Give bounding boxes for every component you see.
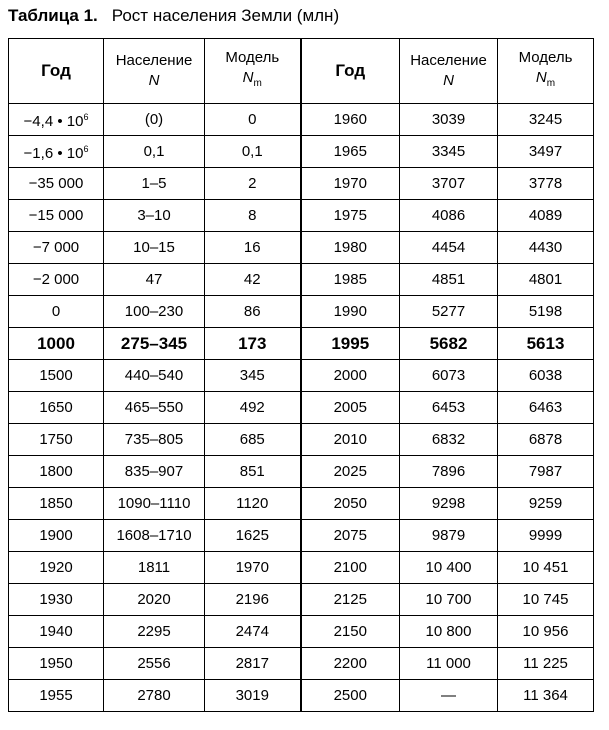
- cell-year-right: 1965: [301, 136, 400, 168]
- year-value: −7 000: [32, 238, 80, 256]
- cell-population-right: 11 000: [400, 648, 498, 680]
- cell-population-left: 2295: [104, 616, 205, 648]
- cell-year-left: [9, 168, 104, 200]
- cell-model-left: 173: [205, 328, 301, 360]
- cell-population-left: 0,1: [104, 136, 205, 168]
- cell-year-left: [9, 424, 104, 456]
- table-row: [9, 328, 594, 360]
- cell-year-left: [9, 520, 104, 552]
- year-value: 1930: [39, 590, 73, 608]
- cell-model-left: 42: [205, 264, 301, 296]
- cell-model-right: 4089: [498, 200, 594, 232]
- cell-population-left: 1608–1710: [104, 520, 205, 552]
- header-population-left: [104, 39, 205, 104]
- cell-year-left: [9, 552, 104, 584]
- cell-model-left: 86: [205, 296, 301, 328]
- table-row: [9, 232, 594, 264]
- cell-model-right: 9259: [498, 488, 594, 520]
- cell-year-right: 2150: [301, 616, 400, 648]
- cell-model-left: 1970: [205, 552, 301, 584]
- table-row: [9, 360, 594, 392]
- header-model-symbol: $N_m$: [535, 69, 556, 89]
- cell-population-right: 4454: [400, 232, 498, 264]
- cell-model-left: 3019: [205, 680, 301, 712]
- year-exponent: 6: [83, 112, 89, 122]
- cell-population-left: 735–805: [104, 424, 205, 456]
- cell-population-right: 4851: [400, 264, 498, 296]
- cell-model-right: 4801: [498, 264, 594, 296]
- cell-year-right: 1970: [301, 168, 400, 200]
- cell-year-left: [9, 200, 104, 232]
- year-value: 1000: [37, 333, 75, 353]
- cell-year-right: 2125: [301, 584, 400, 616]
- table-row: [9, 296, 594, 328]
- cell-population-right: 6453: [400, 392, 498, 424]
- year-value: 1900: [39, 526, 73, 544]
- table-row: [9, 552, 594, 584]
- cell-population-left: 1090–1110: [104, 488, 205, 520]
- year-value: −1,6 • 10: [23, 145, 84, 162]
- cell-population-right: 5277: [400, 296, 498, 328]
- cell-population-left: 465–550: [104, 392, 205, 424]
- cell-year-right: 1975: [301, 200, 400, 232]
- cell-model-right: 10 956: [498, 616, 594, 648]
- table-caption: [8, 6, 339, 26]
- cell-population-right: 3345: [400, 136, 498, 168]
- cell-population-right: 9879: [400, 520, 498, 552]
- table-row: [9, 680, 594, 712]
- cell-population-left: (0): [104, 104, 205, 136]
- cell-model-left: 851: [205, 456, 301, 488]
- cell-year-right: 1980: [301, 232, 400, 264]
- table-row: [9, 584, 594, 616]
- table-body: [9, 104, 594, 712]
- cell-population-right: 7896: [400, 456, 498, 488]
- cell-population-left: 1–5: [104, 168, 205, 200]
- cell-year-left: [9, 360, 104, 392]
- cell-year-right: 2010: [301, 424, 400, 456]
- cell-population-right: 9298: [400, 488, 498, 520]
- cell-year-right: 2000: [301, 360, 400, 392]
- cell-population-right: 3039: [400, 104, 498, 136]
- table-row: [9, 264, 594, 296]
- cell-population-left: 440–540: [104, 360, 205, 392]
- header-population-label: Население: [115, 52, 193, 69]
- cell-model-right: 4430: [498, 232, 594, 264]
- cell-model-right: 11 364: [498, 680, 594, 712]
- cell-year-left: [9, 104, 104, 136]
- cell-year-right: 2025: [301, 456, 400, 488]
- year-value: 1800: [39, 462, 73, 480]
- cell-year-right: 1990: [301, 296, 400, 328]
- cell-year-left: [9, 648, 104, 680]
- cell-population-left: 100–230: [104, 296, 205, 328]
- year-value: −35 000: [28, 174, 84, 192]
- header-model-symbol: $N_m$: [242, 69, 262, 89]
- cell-model-right: 3245: [498, 104, 594, 136]
- cell-model-left: 345: [205, 360, 301, 392]
- cell-model-left: 16: [205, 232, 301, 264]
- cell-year-left: [9, 680, 104, 712]
- year-value: 1940: [39, 622, 73, 640]
- cell-model-right: 10 451: [498, 552, 594, 584]
- cell-year-left: [9, 264, 104, 296]
- cell-population-right: —: [400, 680, 498, 712]
- year-value: 1950: [39, 654, 73, 672]
- header-year-left: Год: [9, 39, 104, 104]
- caption-lead: Таблица 1.: [8, 6, 98, 25]
- table-row: [9, 168, 594, 200]
- table-row: [9, 200, 594, 232]
- header-model-right: [498, 39, 594, 104]
- year-value: −4,4 • 10: [23, 113, 84, 130]
- year-value: −2 000: [32, 270, 80, 288]
- cell-population-left: 3–10: [104, 200, 205, 232]
- cell-year-left: [9, 392, 104, 424]
- cell-year-left: [9, 584, 104, 616]
- cell-model-left: 1625: [205, 520, 301, 552]
- cell-model-right: 5198: [498, 296, 594, 328]
- cell-model-left: 2196: [205, 584, 301, 616]
- table-row: [9, 488, 594, 520]
- year-value: 1955: [39, 686, 73, 704]
- cell-year-right: 1960: [301, 104, 400, 136]
- cell-model-left: 2817: [205, 648, 301, 680]
- header-population-symbol: N: [148, 72, 160, 89]
- cell-population-right: 5682: [400, 328, 498, 360]
- cell-model-left: 2: [205, 168, 301, 200]
- cell-year-right: 2050: [301, 488, 400, 520]
- cell-model-right: 9999: [498, 520, 594, 552]
- header-population-symbol: N: [443, 72, 454, 89]
- year-value: 1850: [39, 494, 73, 512]
- cell-year-right: 2100: [301, 552, 400, 584]
- cell-model-right: 3497: [498, 136, 594, 168]
- cell-model-left: 2474: [205, 616, 301, 648]
- cell-year-left: [9, 136, 104, 168]
- table-row: [9, 104, 594, 136]
- caption-title: Рост населения Земли (млн): [111, 6, 340, 25]
- cell-model-right: 10 745: [498, 584, 594, 616]
- cell-year-left: [9, 616, 104, 648]
- cell-model-right: 5613: [498, 328, 594, 360]
- cell-model-right: 3778: [498, 168, 594, 200]
- table-row: [9, 424, 594, 456]
- year-value: 1920: [39, 558, 73, 576]
- cell-model-left: 0,1: [205, 136, 301, 168]
- year-value: 1750: [39, 430, 73, 448]
- cell-population-left: 47: [104, 264, 205, 296]
- cell-population-left: 2556: [104, 648, 205, 680]
- cell-population-left: 2020: [104, 584, 205, 616]
- cell-population-right: 6073: [400, 360, 498, 392]
- cell-year-left: [9, 296, 104, 328]
- population-table: [8, 38, 594, 712]
- cell-population-left: 835–907: [104, 456, 205, 488]
- cell-population-right: 10 700: [400, 584, 498, 616]
- cell-year-right: 2500: [301, 680, 400, 712]
- cell-year-left: [9, 488, 104, 520]
- cell-model-right: 7987: [498, 456, 594, 488]
- header-model-left: [205, 39, 301, 104]
- cell-year-right: 2200: [301, 648, 400, 680]
- cell-population-right: 4086: [400, 200, 498, 232]
- table-row: [9, 520, 594, 552]
- header-row: [9, 39, 594, 104]
- cell-population-right: 3707: [400, 168, 498, 200]
- cell-population-left: 10–15: [104, 232, 205, 264]
- year-value: 1650: [39, 398, 73, 416]
- cell-year-right: 2005: [301, 392, 400, 424]
- cell-model-left: 8: [205, 200, 301, 232]
- year-value: −15 000: [28, 206, 84, 224]
- cell-year-left: [9, 232, 104, 264]
- cell-model-right: 6038: [498, 360, 594, 392]
- cell-model-left: 492: [205, 392, 301, 424]
- cell-model-right: 11 225: [498, 648, 594, 680]
- header-population-label: Население: [410, 52, 487, 69]
- cell-model-left: 685: [205, 424, 301, 456]
- cell-year-left: [9, 328, 104, 360]
- cell-year-right: 1995: [301, 328, 400, 360]
- cell-population-right: 10 400: [400, 552, 498, 584]
- cell-year-left: [9, 456, 104, 488]
- header-population-right: [400, 39, 498, 104]
- table-row: [9, 392, 594, 424]
- cell-year-right: 2075: [301, 520, 400, 552]
- cell-population-left: 1811: [104, 552, 205, 584]
- table-row: [9, 648, 594, 680]
- cell-population-left: 275–345: [104, 328, 205, 360]
- header-model-label: Модель: [518, 49, 573, 66]
- year-exponent: 6: [83, 144, 89, 154]
- header-year-right: Год: [301, 39, 400, 104]
- cell-population-right: 10 800: [400, 616, 498, 648]
- table-row: [9, 456, 594, 488]
- cell-model-right: 6463: [498, 392, 594, 424]
- cell-year-right: 1985: [301, 264, 400, 296]
- table-row: [9, 136, 594, 168]
- table-row: [9, 616, 594, 648]
- header-model-label: Модель: [225, 49, 280, 66]
- year-value: 1500: [39, 366, 73, 384]
- cell-population-right: 6832: [400, 424, 498, 456]
- cell-model-left: 0: [205, 104, 301, 136]
- cell-model-left: 1120: [205, 488, 301, 520]
- year-value: 0: [51, 302, 61, 320]
- cell-model-right: 6878: [498, 424, 594, 456]
- cell-population-left: 2780: [104, 680, 205, 712]
